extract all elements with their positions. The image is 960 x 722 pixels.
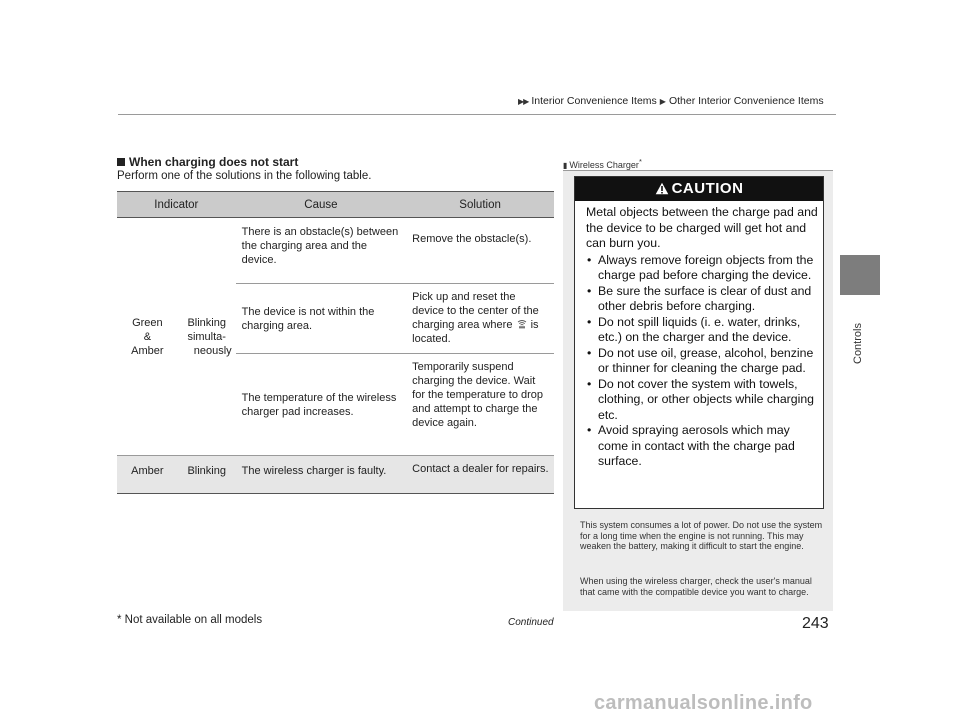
- caution-body: [586, 205, 818, 470]
- watermark: carmanualsonline.info: [594, 692, 813, 714]
- page-number: 243: [802, 615, 829, 632]
- solution-cell: Pick up and reset the device to the center of the charging area where is located.: [406, 284, 554, 354]
- caution-intro: Metal objects between the charge pad and the device to be charged will get hot and can burn you.: [586, 205, 818, 250]
- table-header-row: [117, 192, 554, 218]
- sidebar-note-manual: When using the wireless charger, check the user's manual that came with the compatible device you want to charge.: [580, 576, 812, 597]
- cause-cell: There is an obstacle(s) between the charging area and the device.: [236, 218, 406, 284]
- caution-header: CAUTION: [575, 177, 823, 201]
- bullet-icon: •: [587, 423, 592, 437]
- list-item: • Avoid spraying aerosols which may come in contact with the charge pad surface.: [587, 423, 795, 468]
- header-divider: [118, 114, 836, 115]
- sidebar-title: ▮ Wireless Charger*: [563, 157, 642, 170]
- breadcrumb: [518, 95, 824, 107]
- sidebar-note-power: This system consumes a lot of power. Do not use the system for a long time when the engine is not running. This may weaken the battery, making it difficult to start the engine.: [580, 520, 823, 551]
- header-solution: Solution: [406, 192, 554, 218]
- indicator-color-cell: Green & Amber: [117, 218, 176, 456]
- list-item: • Always remove foreign objects from the charge pad before charging the device.: [587, 252, 814, 282]
- solution-cell: Remove the obstacle(s).: [406, 218, 554, 284]
- list-item: • Do not use oil, grease, alcohol, benzine or thinner for cleaning the charge pad.: [587, 345, 814, 375]
- caution-list: [586, 253, 818, 470]
- wireless-charge-icon: [516, 319, 528, 329]
- chapter-tab: [840, 255, 880, 295]
- cause-cell: The device is not within the charging area.: [236, 284, 406, 354]
- list-item: • Be sure the surface is clear of dust and other debris before charging.: [587, 283, 812, 313]
- section-heading: When charging does not start: [117, 155, 298, 169]
- cause-cell: The wireless charger is faulty.: [236, 456, 406, 494]
- indicator-color-cell: Amber: [117, 456, 176, 494]
- reference-box-icon: ▮: [563, 161, 568, 170]
- chapter-label: Controls: [852, 323, 864, 364]
- bullet-icon: •: [587, 283, 592, 298]
- indicator-state-cell: Blinking simulta- neously: [176, 218, 236, 456]
- header-indicator: Indicator: [117, 192, 236, 218]
- table-row: [117, 456, 554, 494]
- header-cause: Cause: [236, 192, 406, 218]
- square-bullet-icon: [117, 158, 125, 166]
- solution-cell: Temporarily suspend charging the device. Wait for the temperature to drop and attempt to charge the device again.: [406, 354, 554, 456]
- bullet-icon: •: [587, 376, 592, 391]
- footnote: * Not available on all models: [117, 614, 263, 626]
- table-row: [117, 218, 554, 284]
- troubleshooting-table: [117, 191, 554, 494]
- breadcrumb-item-2[interactable]: Other Interior Convenience Items: [668, 95, 824, 107]
- breadcrumb-arrow-icon: ▶▶: [518, 97, 529, 106]
- bullet-icon: •: [587, 345, 592, 360]
- section-intro: Perform one of the solutions in the following table.: [117, 170, 372, 182]
- breadcrumb-item-1[interactable]: Interior Convenience Items: [531, 95, 657, 107]
- cause-cell: The temperature of the wireless charger pad increases.: [236, 354, 406, 456]
- indicator-state-cell: Blinking: [176, 456, 236, 494]
- solution-cell: Contact a dealer for repairs.: [406, 456, 554, 494]
- warning-triangle-icon: [655, 182, 669, 195]
- list-item: • Do not cover the system with towels, clothing, or other objects while charging etc.: [587, 376, 815, 422]
- list-item: • Do not spill liquids (i. e. water, drinks, etc.) on the charger and the device.: [587, 314, 801, 344]
- bullet-icon: •: [587, 252, 592, 267]
- breadcrumb-arrow-icon: ▶: [659, 97, 666, 106]
- continued-label: Continued: [508, 617, 554, 628]
- bullet-icon: •: [587, 314, 592, 329]
